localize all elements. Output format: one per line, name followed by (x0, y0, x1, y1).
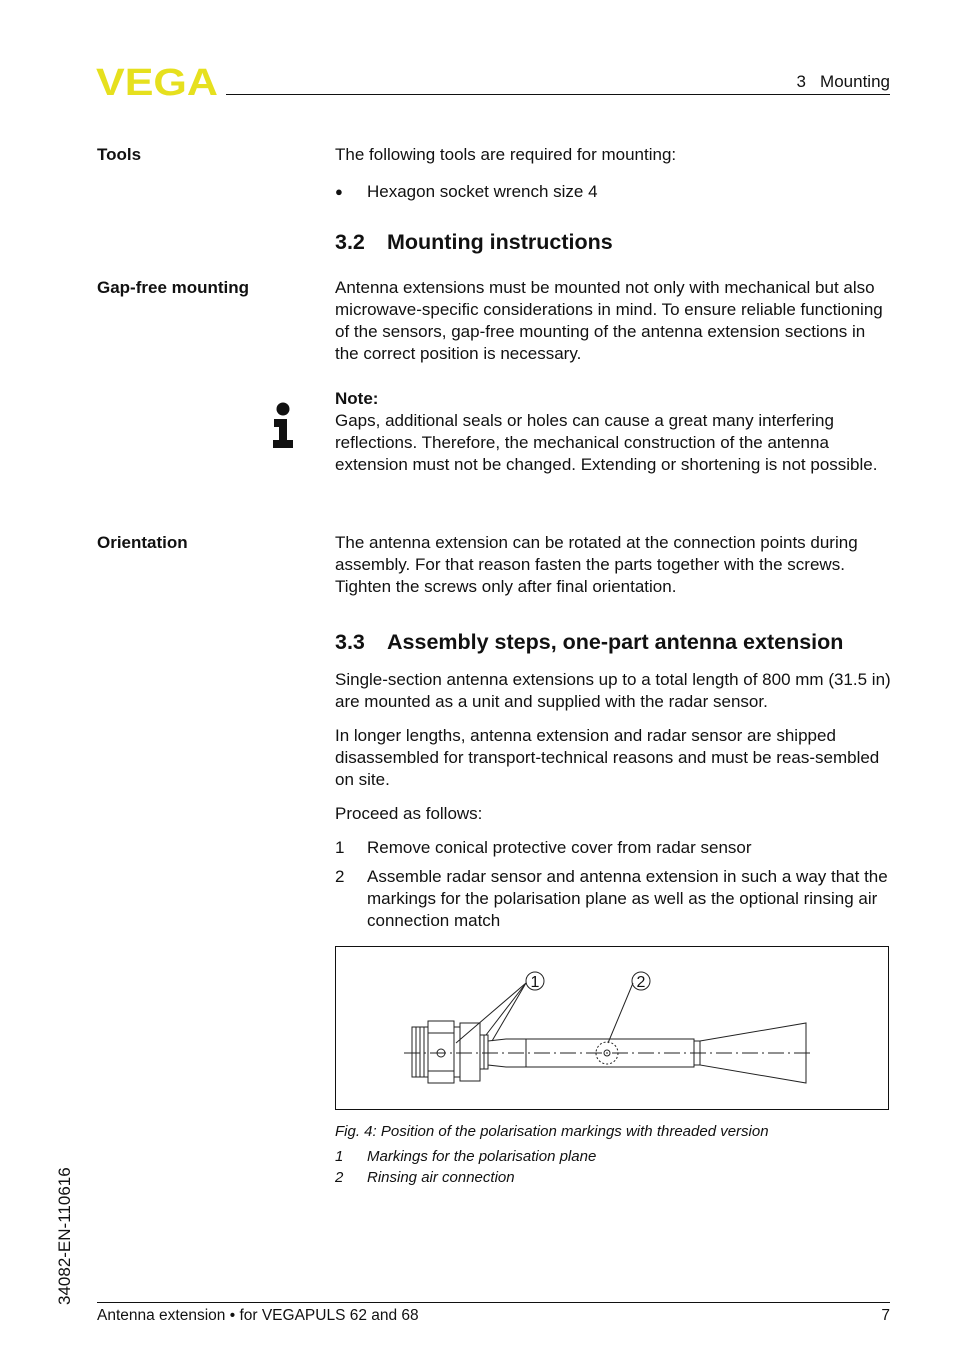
note-block (335, 388, 891, 476)
tools-label: Tools (97, 145, 142, 164)
step-number: 2 (335, 867, 345, 886)
page-number: 7 (881, 1307, 890, 1324)
figure-frame (335, 946, 889, 1110)
step-item (335, 837, 891, 859)
orientation-text: The antenna extension can be rotated at the connection points during assembly. For that reason fasten the parts together with the screws. Tighten the screws only after final orientation. (335, 533, 858, 596)
tools-intro: The following tools are required for mounting: (335, 145, 677, 164)
note-text: Gaps, additional seals or holes can cause a great many interfering reflections. Therefore, the mechanical construction of the antenna extension must not be changed. Extending or shortening is not possible. (335, 411, 878, 474)
note-title: Note: (335, 389, 379, 408)
legend-text: Markings for the polarisation plane (367, 1148, 597, 1165)
hex-nut (428, 1021, 454, 1083)
bullet-icon: ● (335, 184, 343, 199)
step-text: Assemble radar sensor and antenna extension in such a way that the markings for the polarisation plane as well as the optional rinsing air connection match (367, 867, 888, 930)
section-3-2-number: 3.2 (335, 230, 365, 254)
tools-item-text: Hexagon socket wrench size 4 (367, 182, 598, 201)
section-3-2-heading (335, 229, 891, 255)
legend-item (335, 1147, 891, 1167)
vega-logo (96, 64, 220, 98)
section-3-3-heading (335, 629, 891, 655)
section-3-3-para1: Single-section antenna extensions up to a total length of 800 mm (31.5 in) are mounted as a unit and supplied with the radar sensor. (335, 670, 891, 711)
figure-caption-block (335, 1122, 891, 1188)
footer-rule (97, 1302, 890, 1303)
callout-1: 1 (530, 974, 540, 991)
gap-free-label: Gap-free mounting (97, 278, 250, 297)
figure-caption: Fig. 4: Position of the polarisation markings with threaded version (335, 1123, 769, 1140)
legend-number: 1 (335, 1148, 344, 1165)
tools-bullet-item (335, 181, 891, 203)
section-3-3-body (335, 669, 891, 932)
document-id (40, 1155, 84, 1305)
legend-text: Rinsing air connection (367, 1169, 515, 1186)
section-3-3-number: 3.3 (335, 630, 365, 654)
step-item (335, 866, 891, 932)
section-3-3-title: Assembly steps, one-part antenna extension (387, 630, 844, 654)
callout-2: 2 (636, 974, 646, 991)
section-3-3-para3: Proceed as follows: (335, 804, 483, 823)
header-rule (226, 94, 890, 95)
document-id-text: 34082-EN-110616 (55, 1167, 74, 1305)
step-number: 1 (335, 838, 345, 857)
antenna-drawing (336, 947, 888, 1109)
orientation-label: Orientation (97, 533, 188, 552)
step-text: Remove conical protective cover from radar sensor (367, 838, 752, 857)
vega-logo-text: VEGA (96, 64, 218, 98)
legend-item (335, 1168, 891, 1188)
section-3-3-para2: In longer lengths, antenna extension and radar sensor are shipped disassembled for transport-technical reasons and must be reas-sembled on site. (335, 726, 880, 789)
info-icon (272, 402, 294, 448)
flange (460, 1023, 480, 1081)
section-3-2-title: Mounting instructions (387, 230, 613, 254)
gap-free-text: Antenna extensions must be mounted not only with mechanical but also microwave-specific considerations in mind. To ensure reliable functioning of the sensors, gap-free mounting of the antenna extension sections in the correct position is necessary. (335, 278, 883, 363)
tools-block (335, 144, 891, 203)
footer-title: Antenna extension • for VEGAPULS 62 and 68 (97, 1307, 419, 1324)
legend-number: 2 (335, 1169, 344, 1186)
header-section: 3 Mounting (796, 72, 890, 91)
